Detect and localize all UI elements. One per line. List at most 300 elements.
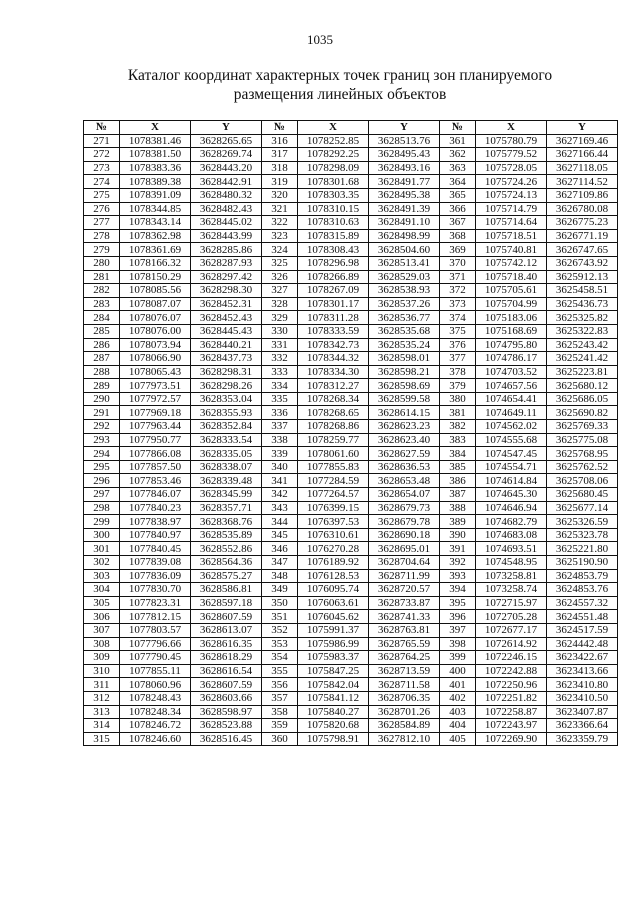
y-coordinate-cell: 3628498.99: [369, 229, 440, 243]
y-coordinate-cell: 3623410.50: [547, 691, 618, 705]
point-number-cell: 281: [84, 270, 120, 284]
y-coordinate-cell: 3628285.86: [191, 243, 262, 257]
point-number-cell: 312: [84, 691, 120, 705]
y-coordinate-cell: 3628355.93: [191, 406, 262, 420]
header-y-1: Y: [191, 121, 262, 135]
y-coordinate-cell: 3628586.81: [191, 583, 262, 597]
y-coordinate-cell: 3625708.06: [547, 474, 618, 488]
x-coordinate-cell: 1075840.27: [298, 705, 369, 719]
x-coordinate-cell: 1076397.53: [298, 515, 369, 529]
x-coordinate-cell: 1075714.79: [476, 202, 547, 216]
y-coordinate-cell: 3628335.05: [191, 447, 262, 461]
point-number-cell: 357: [262, 691, 298, 705]
y-coordinate-cell: 3628538.93: [369, 284, 440, 298]
y-coordinate-cell: 3625686.05: [547, 392, 618, 406]
x-coordinate-cell: 1078267.09: [298, 284, 369, 298]
x-coordinate-cell: 1077972.57: [120, 392, 191, 406]
x-coordinate-cell: 1077855.83: [298, 460, 369, 474]
point-number-cell: 323: [262, 229, 298, 243]
point-number-cell: 272: [84, 148, 120, 162]
y-coordinate-cell: 3625190.90: [547, 556, 618, 570]
y-coordinate-cell: 3628616.54: [191, 664, 262, 678]
point-number-cell: 271: [84, 134, 120, 148]
point-number-cell: 403: [440, 705, 476, 719]
point-number-cell: 383: [440, 433, 476, 447]
y-coordinate-cell: 3628690.18: [369, 528, 440, 542]
y-coordinate-cell: 3625326.59: [547, 515, 618, 529]
point-number-cell: 320: [262, 188, 298, 202]
title-line-1: Каталог координат характерных точек границ зон планируемого: [127, 67, 553, 84]
point-number-cell: 283: [84, 297, 120, 311]
y-coordinate-cell: 3623407.87: [547, 705, 618, 719]
point-number-cell: 309: [84, 651, 120, 665]
x-coordinate-cell: 1074555.68: [476, 433, 547, 447]
point-number-cell: 328: [262, 297, 298, 311]
table-row: [84, 229, 618, 243]
x-coordinate-cell: 1077846.07: [120, 488, 191, 502]
point-number-cell: 352: [262, 623, 298, 637]
y-coordinate-cell: 3625677.14: [547, 501, 618, 515]
x-coordinate-cell: 1075718.40: [476, 270, 547, 284]
point-number-cell: 294: [84, 447, 120, 461]
x-coordinate-cell: 1073258.81: [476, 569, 547, 583]
y-coordinate-cell: 3628764.25: [369, 651, 440, 665]
point-number-cell: 379: [440, 379, 476, 393]
point-number-cell: 400: [440, 664, 476, 678]
point-number-cell: 333: [262, 365, 298, 379]
y-coordinate-cell: 3628368.76: [191, 515, 262, 529]
header-number-3: №: [440, 121, 476, 135]
y-coordinate-cell: 3628584.89: [369, 719, 440, 733]
y-coordinate-cell: 3628287.93: [191, 256, 262, 270]
y-coordinate-cell: 3628713.59: [369, 664, 440, 678]
x-coordinate-cell: 1075798.91: [298, 732, 369, 746]
y-coordinate-cell: 3628513.76: [369, 134, 440, 148]
y-coordinate-cell: 3628733.87: [369, 596, 440, 610]
y-coordinate-cell: 3628599.58: [369, 392, 440, 406]
point-number-cell: 345: [262, 528, 298, 542]
x-coordinate-cell: 1078252.85: [298, 134, 369, 148]
y-coordinate-cell: 3628504.60: [369, 243, 440, 257]
x-coordinate-cell: 1075724.26: [476, 175, 547, 189]
point-number-cell: 279: [84, 243, 120, 257]
point-number-cell: 370: [440, 256, 476, 270]
page-number: 1035: [307, 32, 333, 47]
x-coordinate-cell: 1078315.89: [298, 229, 369, 243]
y-coordinate-cell: 3624853.79: [547, 569, 618, 583]
x-coordinate-cell: 1075847.25: [298, 664, 369, 678]
point-number-cell: 292: [84, 420, 120, 434]
table-row: [84, 134, 618, 148]
table-row: [84, 216, 618, 230]
x-coordinate-cell: 1072251.82: [476, 691, 547, 705]
table-row: [84, 556, 618, 570]
point-number-cell: 304: [84, 583, 120, 597]
table-row: [84, 488, 618, 502]
point-number-cell: 302: [84, 556, 120, 570]
point-number-cell: 360: [262, 732, 298, 746]
point-number-cell: 280: [84, 256, 120, 270]
x-coordinate-cell: 1078087.07: [120, 297, 191, 311]
y-coordinate-cell: 3628440.21: [191, 338, 262, 352]
y-coordinate-cell: 3625241.42: [547, 352, 618, 366]
y-coordinate-cell: 3627166.44: [547, 148, 618, 162]
x-coordinate-cell: 1075842.04: [298, 678, 369, 692]
point-number-cell: 362: [440, 148, 476, 162]
y-coordinate-cell: 3625458.51: [547, 284, 618, 298]
table-row: [84, 501, 618, 515]
x-coordinate-cell: 1077857.50: [120, 460, 191, 474]
y-coordinate-cell: 3625322.83: [547, 324, 618, 338]
point-number-cell: 329: [262, 311, 298, 325]
x-coordinate-cell: 1078268.34: [298, 392, 369, 406]
x-coordinate-cell: 1076128.53: [298, 569, 369, 583]
point-number-cell: 374: [440, 311, 476, 325]
y-coordinate-cell: 3623410.80: [547, 678, 618, 692]
y-coordinate-cell: 3628339.48: [191, 474, 262, 488]
x-coordinate-cell: 1072677.17: [476, 623, 547, 637]
point-number-cell: 336: [262, 406, 298, 420]
x-coordinate-cell: 1077969.18: [120, 406, 191, 420]
y-coordinate-cell: 3624517.59: [547, 623, 618, 637]
x-coordinate-cell: 1078298.09: [298, 161, 369, 175]
x-coordinate-cell: 1078073.94: [120, 338, 191, 352]
x-coordinate-cell: 1078381.46: [120, 134, 191, 148]
x-coordinate-cell: 1076270.28: [298, 542, 369, 556]
x-coordinate-cell: 1072246.15: [476, 651, 547, 665]
table-row: [84, 256, 618, 270]
x-coordinate-cell: 1078312.27: [298, 379, 369, 393]
point-number-cell: 359: [262, 719, 298, 733]
x-coordinate-cell: 1077790.45: [120, 651, 191, 665]
point-number-cell: 275: [84, 188, 120, 202]
x-coordinate-cell: 1078343.14: [120, 216, 191, 230]
point-number-cell: 371: [440, 270, 476, 284]
y-coordinate-cell: 3628536.77: [369, 311, 440, 325]
point-number-cell: 288: [84, 365, 120, 379]
point-number-cell: 322: [262, 216, 298, 230]
x-coordinate-cell: 1077836.09: [120, 569, 191, 583]
point-number-cell: 338: [262, 433, 298, 447]
table-row: [84, 202, 618, 216]
x-coordinate-cell: 1078362.98: [120, 229, 191, 243]
point-number-cell: 291: [84, 406, 120, 420]
y-coordinate-cell: 3628711.58: [369, 678, 440, 692]
point-number-cell: 282: [84, 284, 120, 298]
y-coordinate-cell: 3628452.31: [191, 297, 262, 311]
header-y-2: Y: [369, 121, 440, 135]
point-number-cell: 353: [262, 637, 298, 651]
y-coordinate-cell: 3628480.32: [191, 188, 262, 202]
point-number-cell: 402: [440, 691, 476, 705]
y-coordinate-cell: 3628491.10: [369, 216, 440, 230]
x-coordinate-cell: 1078268.65: [298, 406, 369, 420]
x-coordinate-cell: 1075740.81: [476, 243, 547, 257]
header-y-3: Y: [547, 121, 618, 135]
x-coordinate-cell: 1074645.30: [476, 488, 547, 502]
y-coordinate-cell: 3628513.41: [369, 256, 440, 270]
table-row: [84, 637, 618, 651]
table-row: [84, 447, 618, 461]
y-coordinate-cell: 3627114.52: [547, 175, 618, 189]
point-number-cell: 385: [440, 460, 476, 474]
y-coordinate-cell: 3628493.16: [369, 161, 440, 175]
point-number-cell: 290: [84, 392, 120, 406]
x-coordinate-cell: 1078383.36: [120, 161, 191, 175]
x-coordinate-cell: 1078076.00: [120, 324, 191, 338]
header-number-2: №: [262, 121, 298, 135]
y-coordinate-cell: 3625243.42: [547, 338, 618, 352]
point-number-cell: 317: [262, 148, 298, 162]
point-number-cell: 381: [440, 406, 476, 420]
y-coordinate-cell: 3628495.38: [369, 188, 440, 202]
y-coordinate-cell: 3628298.30: [191, 284, 262, 298]
table-row: [84, 732, 618, 746]
y-coordinate-cell: 3628741.33: [369, 610, 440, 624]
point-number-cell: 306: [84, 610, 120, 624]
x-coordinate-cell: 1075841.12: [298, 691, 369, 705]
table-row: [84, 542, 618, 556]
y-coordinate-cell: 3625325.82: [547, 311, 618, 325]
x-coordinate-cell: 1072705.28: [476, 610, 547, 624]
y-coordinate-cell: 3628636.53: [369, 460, 440, 474]
table-row: [84, 691, 618, 705]
table-row: [84, 596, 618, 610]
point-number-cell: 289: [84, 379, 120, 393]
y-coordinate-cell: 3628442.91: [191, 175, 262, 189]
y-coordinate-cell: 3628535.89: [191, 528, 262, 542]
table-row: [84, 148, 618, 162]
point-number-cell: 300: [84, 528, 120, 542]
y-coordinate-cell: 3624853.76: [547, 583, 618, 597]
table-row: [84, 243, 618, 257]
y-coordinate-cell: 3628618.29: [191, 651, 262, 665]
x-coordinate-cell: 1075714.64: [476, 216, 547, 230]
page-title: [60, 66, 620, 104]
table-row: [84, 338, 618, 352]
x-coordinate-cell: 1077973.51: [120, 379, 191, 393]
point-number-cell: 343: [262, 501, 298, 515]
point-number-cell: 394: [440, 583, 476, 597]
y-coordinate-cell: 3628516.45: [191, 732, 262, 746]
point-number-cell: 386: [440, 474, 476, 488]
table-row: [84, 678, 618, 692]
x-coordinate-cell: 1075780.79: [476, 134, 547, 148]
x-coordinate-cell: 1075983.37: [298, 651, 369, 665]
x-coordinate-cell: 1077950.77: [120, 433, 191, 447]
header-x-2: X: [298, 121, 369, 135]
y-coordinate-cell: 3624551.48: [547, 610, 618, 624]
y-coordinate-cell: 3628598.69: [369, 379, 440, 393]
y-coordinate-cell: 3625912.13: [547, 270, 618, 284]
y-coordinate-cell: 3628338.07: [191, 460, 262, 474]
x-coordinate-cell: 1075728.05: [476, 161, 547, 175]
y-coordinate-cell: 3628711.99: [369, 569, 440, 583]
point-number-cell: 324: [262, 243, 298, 257]
x-coordinate-cell: 1075742.12: [476, 256, 547, 270]
table-row: [84, 515, 618, 529]
y-coordinate-cell: 3627118.05: [547, 161, 618, 175]
x-coordinate-cell: 1078085.56: [120, 284, 191, 298]
y-coordinate-cell: 3626780.08: [547, 202, 618, 216]
y-coordinate-cell: 3625775.08: [547, 433, 618, 447]
y-coordinate-cell: 3627169.46: [547, 134, 618, 148]
x-coordinate-cell: 1074547.45: [476, 447, 547, 461]
y-coordinate-cell: 3625762.52: [547, 460, 618, 474]
x-coordinate-cell: 1078311.28: [298, 311, 369, 325]
x-coordinate-cell: 1078259.77: [298, 433, 369, 447]
y-coordinate-cell: 3628614.15: [369, 406, 440, 420]
x-coordinate-cell: 1078248.43: [120, 691, 191, 705]
x-coordinate-cell: 1078266.89: [298, 270, 369, 284]
y-coordinate-cell: 3628575.27: [191, 569, 262, 583]
x-coordinate-cell: 1078333.59: [298, 324, 369, 338]
x-coordinate-cell: 1077264.57: [298, 488, 369, 502]
point-number-cell: 349: [262, 583, 298, 597]
y-coordinate-cell: 3628607.59: [191, 678, 262, 692]
table-row: [84, 460, 618, 474]
point-number-cell: 331: [262, 338, 298, 352]
point-number-cell: 342: [262, 488, 298, 502]
x-coordinate-cell: 1075724.13: [476, 188, 547, 202]
y-coordinate-cell: 3628598.21: [369, 365, 440, 379]
y-coordinate-cell: 3628535.24: [369, 338, 440, 352]
y-coordinate-cell: 3628704.64: [369, 556, 440, 570]
point-number-cell: 351: [262, 610, 298, 624]
table-row: [84, 433, 618, 447]
y-coordinate-cell: 3628529.03: [369, 270, 440, 284]
y-coordinate-cell: 3628491.39: [369, 202, 440, 216]
point-number-cell: 387: [440, 488, 476, 502]
point-number-cell: 330: [262, 324, 298, 338]
point-number-cell: 303: [84, 569, 120, 583]
table-row: [84, 175, 618, 189]
point-number-cell: 284: [84, 311, 120, 325]
x-coordinate-cell: 1078301.17: [298, 297, 369, 311]
y-coordinate-cell: 3625690.82: [547, 406, 618, 420]
y-coordinate-cell: 3628607.59: [191, 610, 262, 624]
x-coordinate-cell: 1074614.84: [476, 474, 547, 488]
x-coordinate-cell: 1078296.98: [298, 256, 369, 270]
point-number-cell: 286: [84, 338, 120, 352]
point-number-cell: 278: [84, 229, 120, 243]
y-coordinate-cell: 3628482.43: [191, 202, 262, 216]
x-coordinate-cell: 1078381.50: [120, 148, 191, 162]
x-coordinate-cell: 1078342.73: [298, 338, 369, 352]
x-coordinate-cell: 1078066.90: [120, 352, 191, 366]
x-coordinate-cell: 1078391.09: [120, 188, 191, 202]
y-coordinate-cell: 3628495.43: [369, 148, 440, 162]
y-coordinate-cell: 3628352.84: [191, 420, 262, 434]
point-number-cell: 388: [440, 501, 476, 515]
x-coordinate-cell: 1072250.96: [476, 678, 547, 692]
point-number-cell: 305: [84, 596, 120, 610]
y-coordinate-cell: 3626747.65: [547, 243, 618, 257]
x-coordinate-cell: 1074795.80: [476, 338, 547, 352]
point-number-cell: 337: [262, 420, 298, 434]
y-coordinate-cell: 3625223.81: [547, 365, 618, 379]
y-coordinate-cell: 3623422.67: [547, 651, 618, 665]
point-number-cell: 274: [84, 175, 120, 189]
x-coordinate-cell: 1072242.88: [476, 664, 547, 678]
y-coordinate-cell: 3628445.02: [191, 216, 262, 230]
point-number-cell: 307: [84, 623, 120, 637]
x-coordinate-cell: 1077803.57: [120, 623, 191, 637]
y-coordinate-cell: 3628298.26: [191, 379, 262, 393]
point-number-cell: 296: [84, 474, 120, 488]
y-coordinate-cell: 3628720.57: [369, 583, 440, 597]
x-coordinate-cell: 1076310.61: [298, 528, 369, 542]
point-number-cell: 389: [440, 515, 476, 529]
point-number-cell: 365: [440, 188, 476, 202]
point-number-cell: 393: [440, 569, 476, 583]
table-row: [84, 623, 618, 637]
table-header-row: [84, 121, 618, 135]
point-number-cell: 372: [440, 284, 476, 298]
y-coordinate-cell: 3628679.78: [369, 515, 440, 529]
y-coordinate-cell: 3628333.54: [191, 433, 262, 447]
header-x-1: X: [120, 121, 191, 135]
table-row: [84, 270, 618, 284]
point-number-cell: 346: [262, 542, 298, 556]
y-coordinate-cell: 3628654.07: [369, 488, 440, 502]
x-coordinate-cell: 1078334.30: [298, 365, 369, 379]
point-number-cell: 404: [440, 719, 476, 733]
point-number-cell: 293: [84, 433, 120, 447]
coordinates-table: [83, 120, 618, 746]
x-coordinate-cell: 1074703.52: [476, 365, 547, 379]
point-number-cell: 298: [84, 501, 120, 515]
point-number-cell: 344: [262, 515, 298, 529]
table-row: [84, 528, 618, 542]
y-coordinate-cell: 3628627.59: [369, 447, 440, 461]
point-number-cell: 326: [262, 270, 298, 284]
x-coordinate-cell: 1077840.97: [120, 528, 191, 542]
y-coordinate-cell: 3628653.48: [369, 474, 440, 488]
table-row: [84, 352, 618, 366]
y-coordinate-cell: 3626743.92: [547, 256, 618, 270]
y-coordinate-cell: 3628623.23: [369, 420, 440, 434]
point-number-cell: 321: [262, 202, 298, 216]
x-coordinate-cell: 1075705.61: [476, 284, 547, 298]
point-number-cell: 285: [84, 324, 120, 338]
y-coordinate-cell: 3628763.81: [369, 623, 440, 637]
y-coordinate-cell: 3628564.36: [191, 556, 262, 570]
x-coordinate-cell: 1074554.71: [476, 460, 547, 474]
y-coordinate-cell: 3628437.73: [191, 352, 262, 366]
table-row: [84, 583, 618, 597]
y-coordinate-cell: 3628443.99: [191, 229, 262, 243]
x-coordinate-cell: 1075168.69: [476, 324, 547, 338]
x-coordinate-cell: 1072715.97: [476, 596, 547, 610]
y-coordinate-cell: 3627109.86: [547, 188, 618, 202]
point-number-cell: 332: [262, 352, 298, 366]
point-number-cell: 395: [440, 596, 476, 610]
y-coordinate-cell: 3628452.43: [191, 311, 262, 325]
x-coordinate-cell: 1078150.29: [120, 270, 191, 284]
table-row: [84, 161, 618, 175]
point-number-cell: 392: [440, 556, 476, 570]
y-coordinate-cell: 3628598.01: [369, 352, 440, 366]
point-number-cell: 367: [440, 216, 476, 230]
x-coordinate-cell: 1077823.31: [120, 596, 191, 610]
x-coordinate-cell: 1077853.46: [120, 474, 191, 488]
point-number-cell: 369: [440, 243, 476, 257]
header-x-3: X: [476, 121, 547, 135]
table-row: [84, 297, 618, 311]
x-coordinate-cell: 1078361.69: [120, 243, 191, 257]
point-number-cell: 341: [262, 474, 298, 488]
